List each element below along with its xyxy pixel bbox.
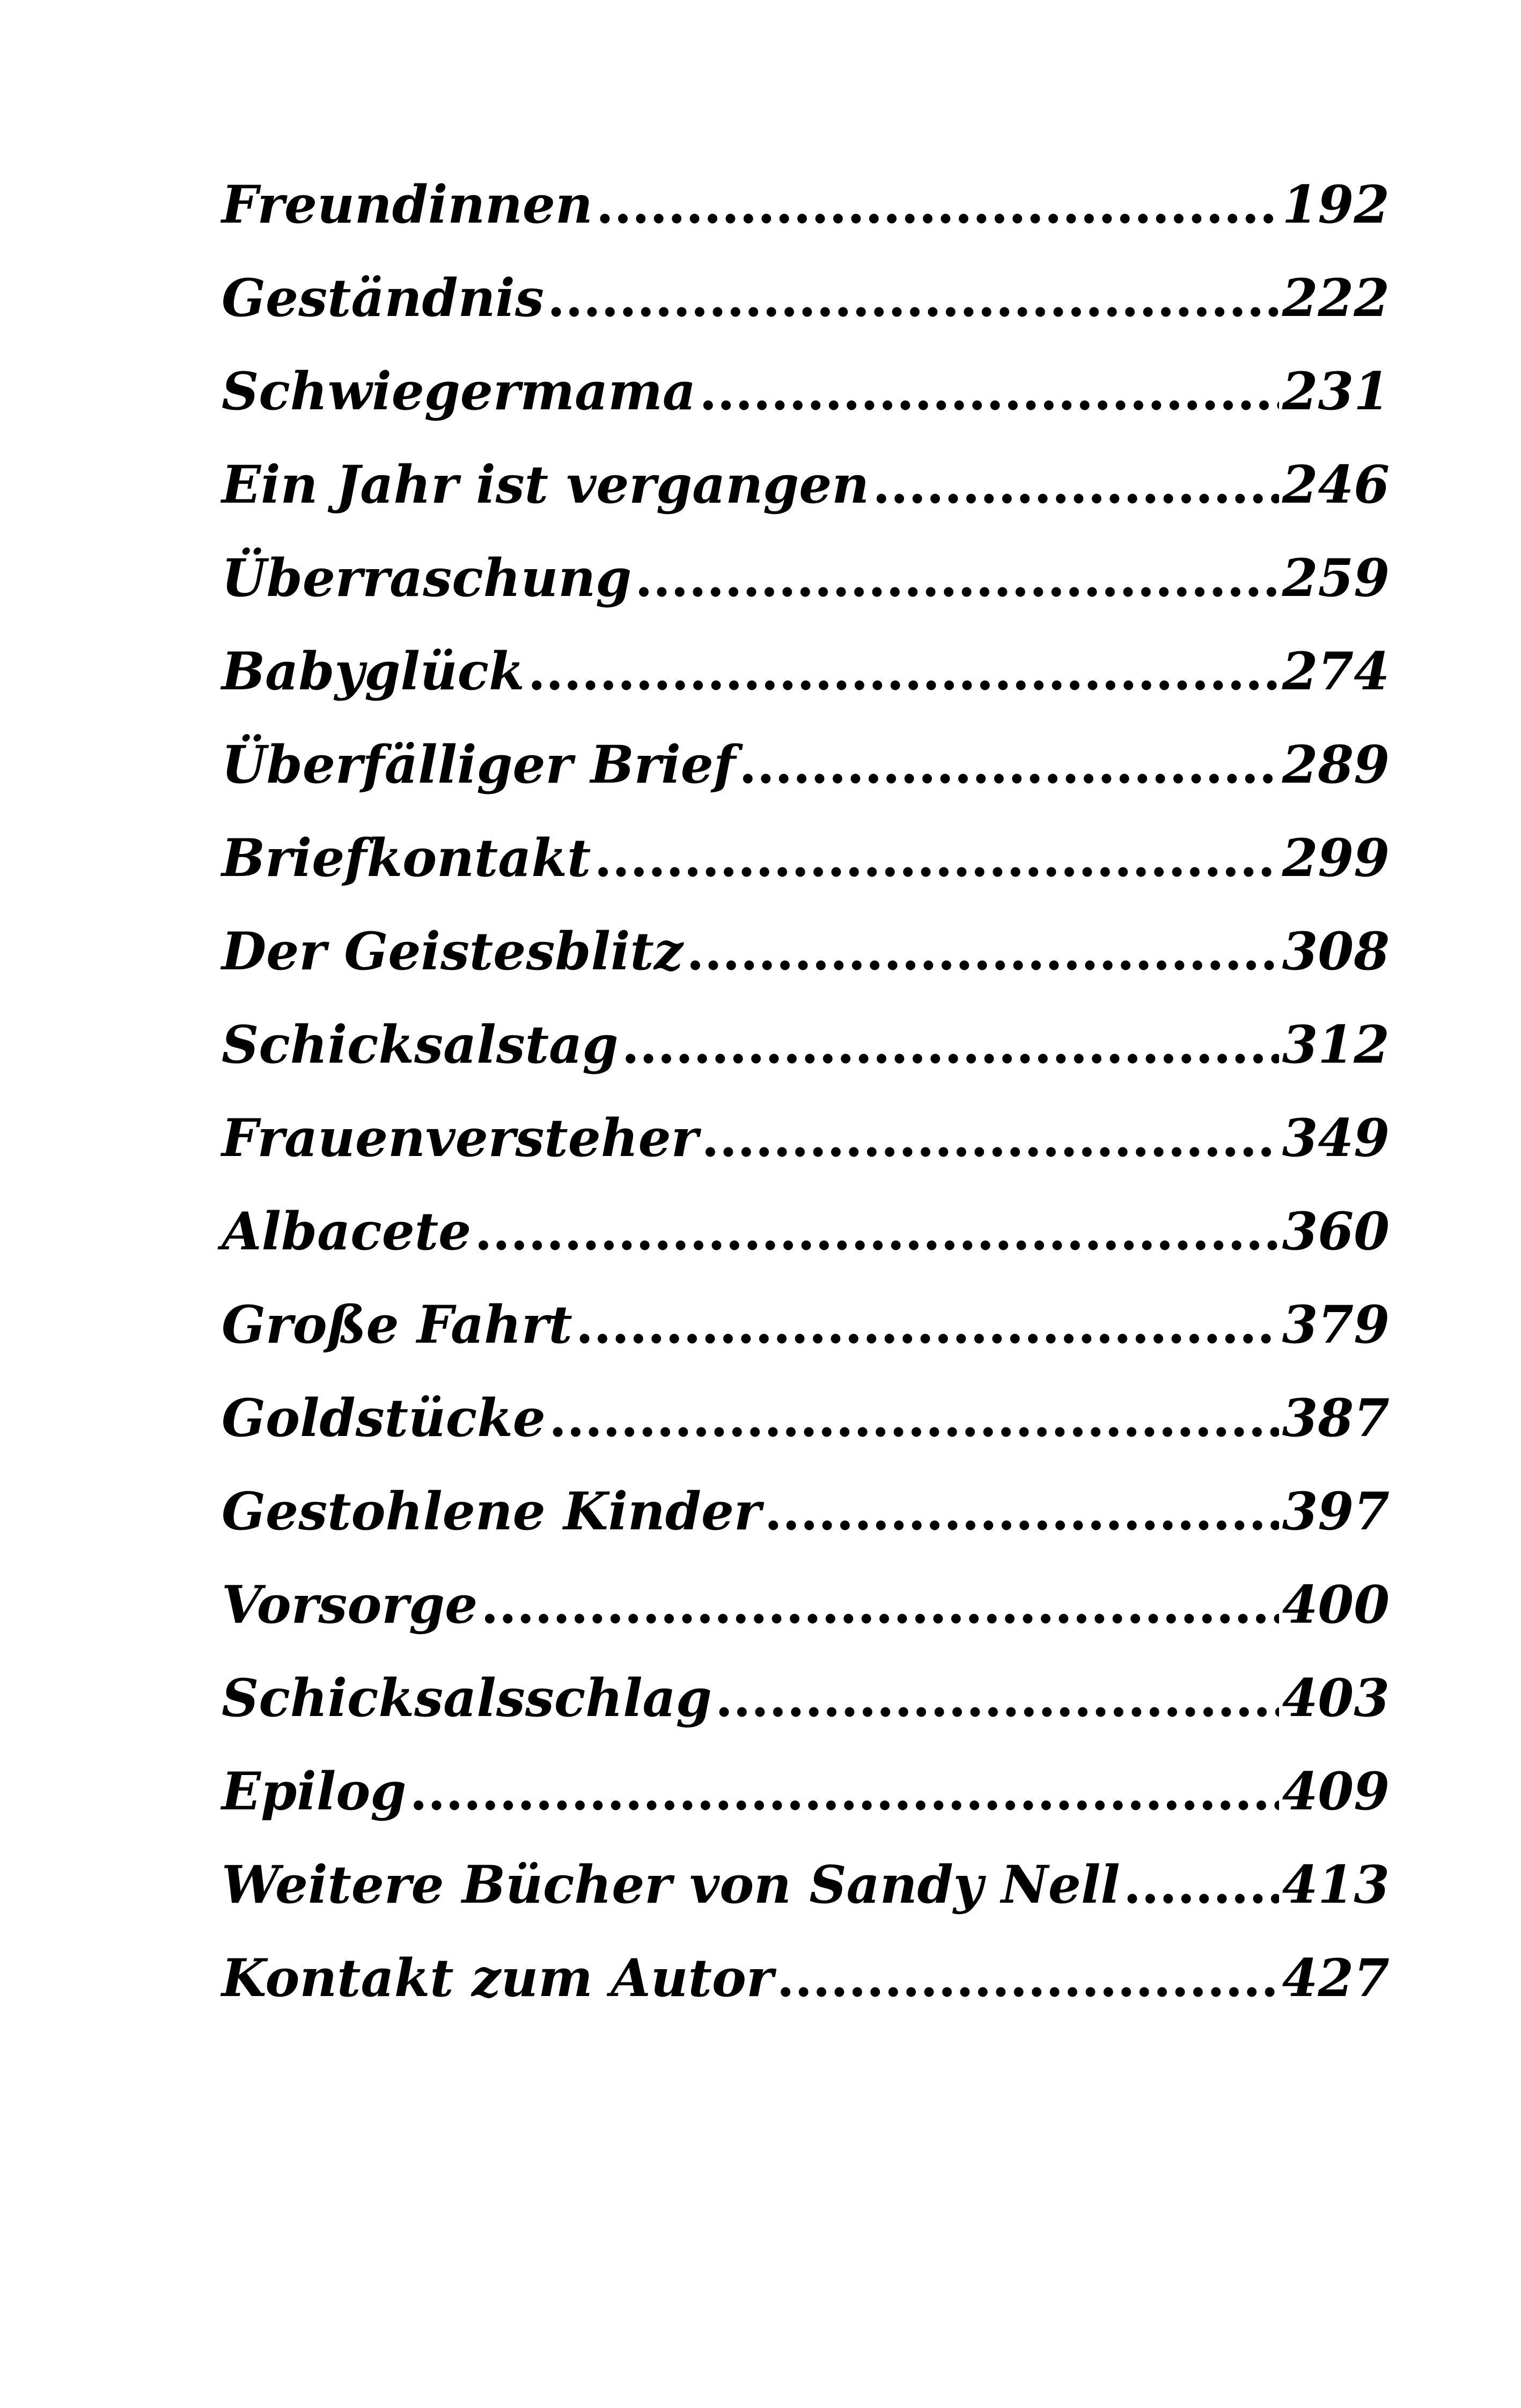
toc-entry-title: Ein Jahr ist vergangen: [222, 454, 870, 515]
toc-entry-title: Freundinnen: [222, 174, 593, 235]
toc-entry-title: Goldstücke: [222, 1388, 546, 1448]
toc-entry-page-number: 409: [1282, 1761, 1390, 1822]
toc-entry: [222, 1745, 1390, 1838]
toc-entry-title: Schwiegermama: [222, 361, 696, 422]
dot-leader: [1123, 1838, 1279, 1932]
toc-entry-title: Überfälliger Brief: [222, 734, 736, 795]
toc-entry: [222, 1838, 1390, 1932]
toc-entry-page-number: 403: [1282, 1668, 1390, 1728]
dot-leader: [576, 1278, 1279, 1372]
toc-entry: [222, 718, 1390, 812]
dot-leader: [594, 812, 1278, 905]
toc-entry-title: Briefkontakt: [222, 828, 591, 888]
toc-entry-page-number: 360: [1282, 1201, 1390, 1262]
toc-entry-page-number: 397: [1282, 1481, 1390, 1542]
toc-entry-page-number: 387: [1282, 1388, 1390, 1448]
toc-entry-page-number: 427: [1282, 1948, 1390, 2008]
toc-entry-title: Überraschung: [222, 548, 632, 608]
toc-entry-page-number: 192: [1282, 174, 1390, 235]
dot-leader: [699, 345, 1279, 438]
toc-entry-page-number: 349: [1282, 1108, 1390, 1168]
dot-leader: [481, 1558, 1278, 1652]
toc-entry-page-number: 231: [1282, 361, 1390, 422]
dot-leader: [765, 1465, 1279, 1558]
toc-entry-page-number: 274: [1282, 641, 1390, 702]
toc-entry: [222, 1652, 1390, 1745]
toc-entry-page-number: 259: [1282, 548, 1390, 608]
toc-entry-title: Geständnis: [222, 268, 544, 328]
toc-entry-title: Kontakt zum Autor: [222, 1948, 774, 2008]
dot-leader: [739, 718, 1278, 812]
toc-entry-page-number: 379: [1282, 1294, 1390, 1355]
toc-entry-page-number: 246: [1282, 454, 1390, 515]
toc-entry-page-number: 312: [1282, 1014, 1390, 1075]
toc-entry-page-number: 289: [1282, 734, 1390, 795]
toc-entry: [222, 345, 1390, 438]
toc-entry: [222, 1278, 1390, 1372]
toc-entry-title: Vorsorge: [222, 1574, 478, 1635]
dot-leader: [621, 998, 1278, 1092]
dot-leader: [528, 625, 1279, 718]
toc-entry-title: Weitere Bücher von Sandy Nell: [222, 1854, 1120, 1915]
toc-entry: [222, 1092, 1390, 1185]
toc-entry-title: Schicksalstag: [222, 1014, 619, 1075]
toc-entry-title: Der Geistesblitz: [222, 921, 684, 982]
toc-entry: [222, 1932, 1390, 2025]
dot-leader: [701, 1092, 1278, 1185]
toc-entry: [222, 812, 1390, 905]
toc-entry: [222, 1372, 1390, 1465]
toc-entry-title: Frauenversteher: [222, 1108, 699, 1168]
toc-entry-page-number: 413: [1282, 1854, 1390, 1915]
toc-entry-title: Albacete: [222, 1201, 472, 1262]
dot-leader: [474, 1185, 1278, 1278]
toc-entry-page-number: 308: [1282, 921, 1390, 982]
toc-entry: [222, 158, 1390, 252]
toc-entry-title: Gestohlene Kinder: [222, 1481, 761, 1542]
dot-leader: [547, 252, 1279, 345]
dot-leader: [409, 1745, 1278, 1838]
toc-entry-title: Schicksalsschlag: [222, 1668, 712, 1728]
toc-entry: [222, 1558, 1390, 1652]
table-of-contents: [222, 158, 1390, 2025]
dot-leader: [777, 1932, 1279, 2025]
dot-leader: [715, 1652, 1279, 1745]
dot-leader: [635, 532, 1278, 625]
dot-leader: [872, 438, 1278, 532]
toc-entry-page-number: 222: [1282, 268, 1390, 328]
toc-entry-title: Epilog: [222, 1761, 407, 1822]
toc-entry: [222, 1465, 1390, 1558]
dot-leader: [549, 1372, 1279, 1465]
toc-entry: [222, 532, 1390, 625]
dot-leader: [596, 158, 1279, 252]
toc-entry: [222, 438, 1390, 532]
dot-leader: [686, 905, 1278, 998]
toc-entry: [222, 252, 1390, 345]
toc-entry-title: Babyglück: [222, 641, 525, 702]
toc-entry-page-number: 400: [1282, 1574, 1390, 1635]
toc-entry: [222, 1185, 1390, 1278]
toc-entry: [222, 905, 1390, 998]
toc-entry-page-number: 299: [1282, 828, 1390, 888]
toc-entry-title: Große Fahrt: [222, 1294, 572, 1355]
toc-entry: [222, 998, 1390, 1092]
toc-entry: [222, 625, 1390, 718]
